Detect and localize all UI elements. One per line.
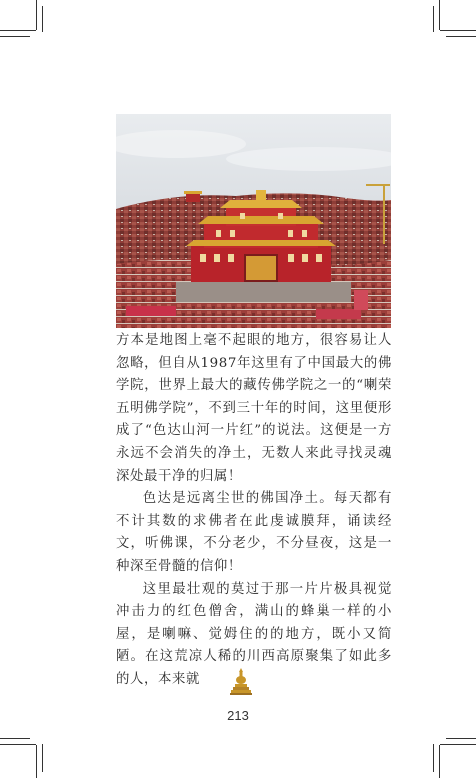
larung-gar-photo [116, 114, 391, 328]
paragraph-2: 色达是远离尘世的佛国净土。每天都有不计其数的求佛者在此虔诚膜拜，诵读经文，听佛课，不分老少，不分昼夜，这是一种深至骨髓的信仰！ [116, 491, 392, 574]
paragraph-1: 方本是地图上毫不起眼的地方，很容易让人忽略，但自从1987年这里有了中国最大的佛学院，世界上最大的藏传佛学院之一的“喇荣五明佛学院”，不到三十年的时间，这里便形成了“色达山河一片红”的说法。这便是一方永远不会消失的净土，无数人来此寻找灵魂深处最干净的归属！ [116, 333, 392, 484]
stupa-icon [228, 668, 254, 696]
paragraph-3: 这里最壮观的莫过于那一片片极具视觉冲击力的红色僧舍，满山的蜂巢一样的小屋，是喇嘛、觉姆住的的地方，既小又简陋。在这荒凉人稀的川西高原聚集了如此多的人，本来就 [116, 581, 392, 687]
body-text [116, 330, 392, 692]
page-number: 213 [227, 708, 249, 723]
